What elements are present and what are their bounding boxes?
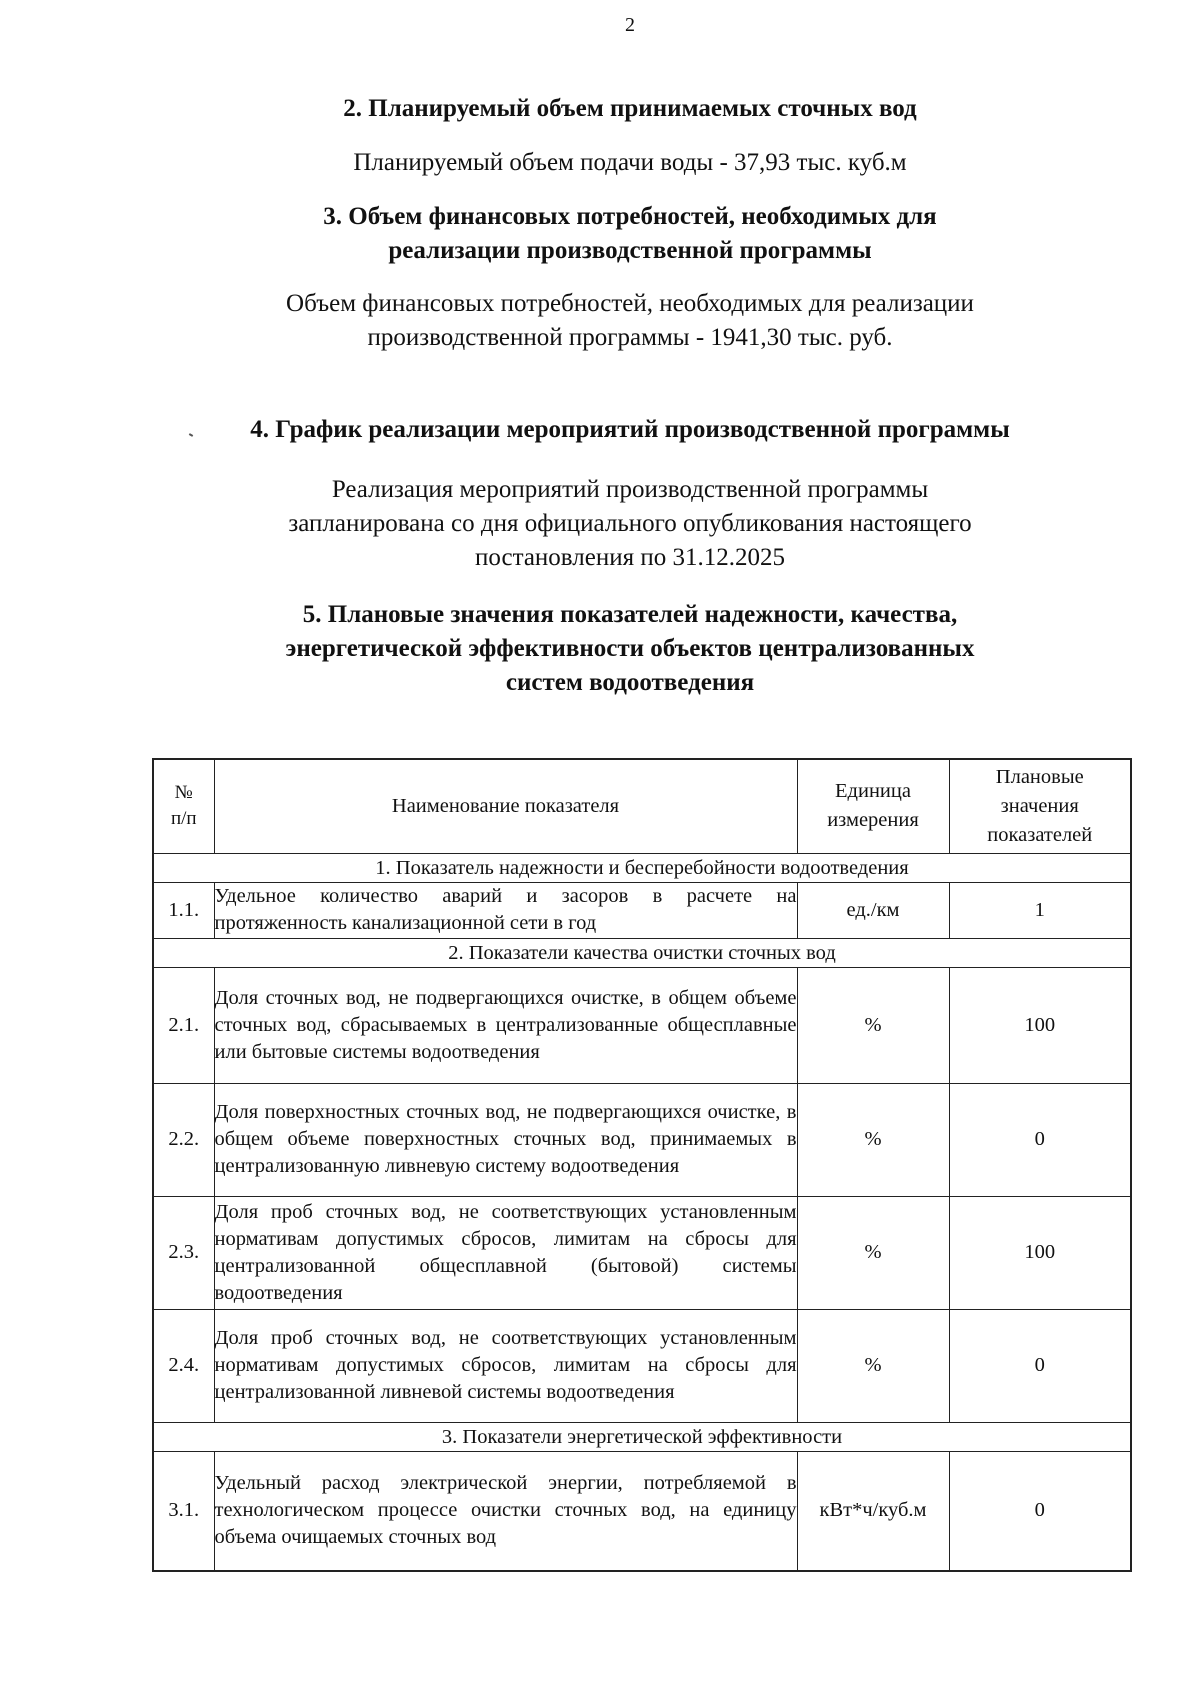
- table-row: [153, 882, 1131, 938]
- row-value: 100: [949, 967, 1131, 1083]
- table-row: [153, 1309, 1131, 1422]
- section-5-heading-line-2: энергетической эффективности объектов централизованных: [285, 635, 975, 662]
- header-number-line-2: п/п: [170, 808, 197, 830]
- group-2-title: 2. Показатели качества очистки сточных вод: [153, 938, 1131, 967]
- header-unit: [797, 759, 949, 853]
- row-indicator-name: Удельное количество аварий и засоров в расчете на протяженность канализационной сети в год: [214, 882, 797, 938]
- header-number: [153, 759, 214, 853]
- section-3-text-line-1: Объем финансовых потребностей, необходимых для реализации: [286, 290, 974, 317]
- row-indicator-name: Удельный расход электрической энергии, потребляемой в технологическом процессе очистки сточных вод, на единицу объема очищаемых сточных вод: [214, 1451, 797, 1571]
- row-value: 100: [949, 1196, 1131, 1309]
- section-3-text-line-2: производственной программы - 1941,30 тыс. руб.: [367, 324, 893, 351]
- section-5-heading: [0, 598, 1200, 700]
- row-unit: %: [797, 1196, 949, 1309]
- row-value: 0: [949, 1309, 1131, 1422]
- section-4-heading: 4. График реализации мероприятий производственной программы: [250, 416, 1010, 443]
- header-unit-line-2: измерения: [827, 809, 919, 832]
- row-unit: %: [797, 1083, 949, 1196]
- row-value: 0: [949, 1083, 1131, 1196]
- section-3-text: [0, 287, 1200, 355]
- row-unit: %: [797, 1309, 949, 1422]
- row-number: 3.1.: [153, 1451, 214, 1571]
- header-value-line-3: показателей: [987, 823, 1093, 846]
- section-4-text-line-1: Реализация мероприятий производственной программы: [331, 476, 929, 503]
- group-1-row: [153, 853, 1131, 882]
- row-number: 1.1.: [153, 882, 214, 938]
- table-row: [153, 1451, 1131, 1571]
- group-3-title: 3. Показатели энергетической эффективности: [153, 1422, 1131, 1451]
- page-number: 2: [625, 14, 635, 36]
- row-number: 2.3.: [153, 1196, 214, 1309]
- section-4-text-line-2: запланирована со дня официального опубликования настоящего: [288, 510, 972, 537]
- section-5-heading-line-1: 5. Плановые значения показателей надежности, качества,: [302, 601, 958, 628]
- header-number-line-1: №: [174, 782, 193, 804]
- row-unit: кВт*ч/куб.м: [797, 1451, 949, 1571]
- section-3-heading: [0, 200, 1200, 268]
- row-indicator-name: Доля проб сточных вод, не соответствующих установленным нормативам допустимых сбросов, лимитам на сбросы для централизованной общесплавной (бытовой) системы водоотведения: [214, 1196, 797, 1309]
- table-header-row: [153, 759, 1131, 853]
- header-value-line-1: Плановые: [995, 765, 1084, 788]
- table-row: [153, 1196, 1131, 1309]
- row-unit: ед./км: [797, 882, 949, 938]
- row-value: 0: [949, 1451, 1131, 1571]
- table-row: [153, 967, 1131, 1083]
- section-2-heading: 2. Планируемый объем принимаемых сточных вод: [343, 95, 917, 122]
- section-4-text-line-3: постановления по 31.12.2025: [475, 544, 785, 571]
- group-1-title: 1. Показатель надежности и бесперебойности водоотведения: [153, 853, 1131, 882]
- row-indicator-name: Доля поверхностных сточных вод, не подвергающихся очистке, в общем объеме поверхностных сточных вод, принимаемых в централизованную ливневую систему водоотведения: [214, 1083, 797, 1196]
- row-number: 2.4.: [153, 1309, 214, 1422]
- section-3-heading-line-1: 3. Объем финансовых потребностей, необходимых для: [323, 203, 937, 230]
- group-3-row: [153, 1422, 1131, 1451]
- indicators-table: [152, 758, 1132, 1572]
- section-2-text: Планируемый объем подачи воды - 37,93 тыс. куб.м: [353, 149, 907, 176]
- section-4-text: [0, 473, 1200, 575]
- header-name: Наименование показателя: [214, 759, 797, 853]
- row-indicator-name: Доля сточных вод, не подвергающихся очистке, в общем объеме сточных вод, сбрасываемых в централизованные общесплавные или бытовые системы водоотведения: [214, 967, 797, 1083]
- row-value: 1: [949, 882, 1131, 938]
- row-indicator-name: Доля проб сточных вод, не соответствующих установленным нормативам допустимых сбросов, лимитам на сбросы для централизованной ливневой системы водоотведения: [214, 1309, 797, 1422]
- header-value-line-2: значения: [1000, 794, 1079, 817]
- header-value: [949, 759, 1131, 853]
- row-number: 2.2.: [153, 1083, 214, 1196]
- row-unit: %: [797, 967, 949, 1083]
- table-row: [153, 1083, 1131, 1196]
- row-number: 2.1.: [153, 967, 214, 1083]
- section-3-heading-line-2: реализации производственной программы: [388, 237, 872, 264]
- header-unit-line-1: Единица: [835, 780, 911, 803]
- section-5-heading-line-3: систем водоотведения: [505, 669, 755, 696]
- group-2-row: [153, 938, 1131, 967]
